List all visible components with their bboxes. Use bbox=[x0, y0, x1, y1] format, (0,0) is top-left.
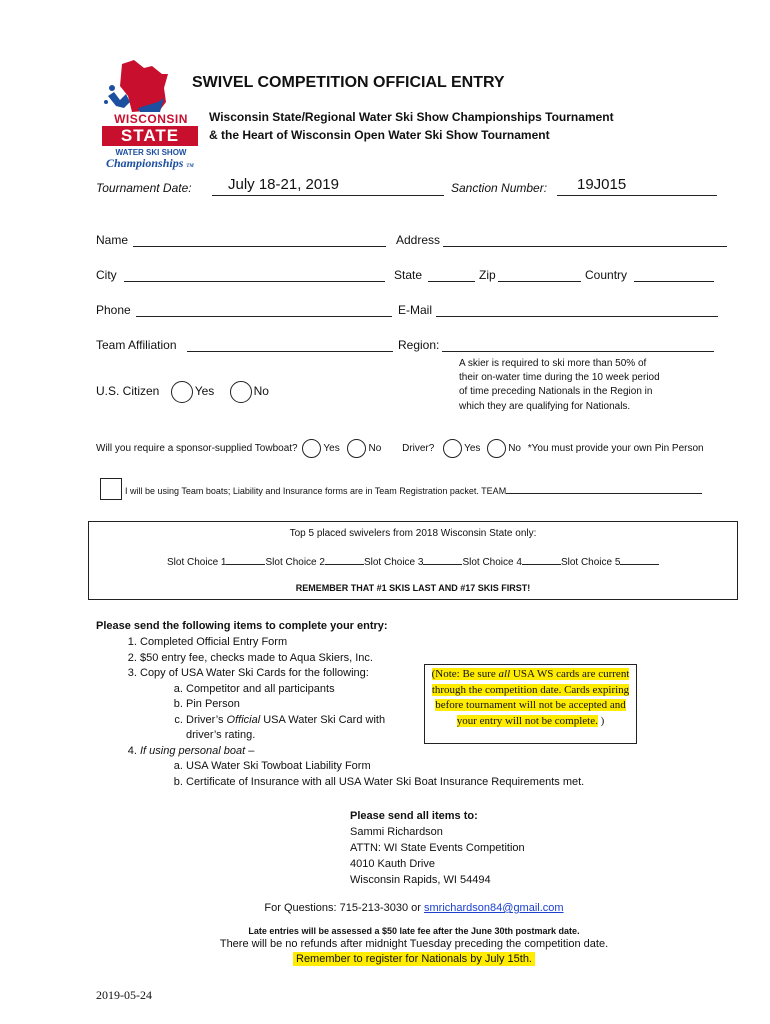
document-date: 2019-05-24 bbox=[96, 988, 152, 1002]
instruction-item-3b: b. Pin Person bbox=[186, 697, 406, 713]
address-field[interactable] bbox=[443, 233, 727, 247]
instruction-item-1: 1. Completed Official Entry Form bbox=[140, 635, 636, 651]
citizen-no-label: No bbox=[253, 384, 269, 398]
tournament-date-value: July 18-21, 2019 bbox=[228, 176, 339, 193]
driver-no-label: No bbox=[508, 443, 521, 455]
subtitle-line-1: Wisconsin State/Regional Water Ski Show Championships Tournament bbox=[209, 110, 614, 124]
instruction-item-3c-pre: Driver’s bbox=[186, 713, 227, 726]
wisconsin-state-logo bbox=[100, 52, 202, 170]
slot-choice-4-field[interactable] bbox=[522, 555, 561, 565]
region-eligibility-note: A skier is required to ski more than 50% of their on-water time during the 10 week period of time preceding Nationals in the Region in which they are qualifying for Nationals. bbox=[459, 358, 660, 412]
name-label: Name bbox=[96, 233, 129, 247]
mailing-line-4: Wisconsin Rapids, WI 54494 bbox=[350, 874, 491, 886]
instruction-item-3-text: Copy of USA Water Ski Cards for the following: bbox=[140, 667, 369, 679]
slot-choice-5-label: Slot Choice 5 bbox=[560, 557, 621, 568]
towboat-yes-radio[interactable] bbox=[302, 439, 321, 458]
driver-label: Driver? bbox=[402, 443, 435, 455]
towboat-yes-label: Yes bbox=[323, 443, 340, 455]
slot-choice-3-field[interactable] bbox=[423, 555, 462, 565]
logo-state-text: STATE bbox=[102, 126, 198, 146]
note-close: ) bbox=[597, 714, 605, 727]
state-field[interactable] bbox=[428, 268, 475, 282]
mailing-line-1: Sammi Richardson bbox=[350, 826, 443, 838]
driver-no-radio[interactable] bbox=[487, 439, 506, 458]
name-field[interactable] bbox=[133, 233, 386, 247]
address-label: Address bbox=[396, 233, 441, 247]
country-field[interactable] bbox=[634, 268, 714, 282]
slot-choice-1-field[interactable] bbox=[226, 555, 265, 565]
instruction-item-4b: b. Certificate of Insurance with all USA Water Ski Boat Insurance Requirements met. bbox=[186, 775, 636, 791]
instruction-item-3c-official: Official bbox=[226, 713, 261, 726]
team-boats-statement: I will be using Team boats; Liability and Insurance forms are in Team Registration packet. TEAM bbox=[125, 486, 507, 496]
instruction-item-3a: a. Competitor and all participants bbox=[186, 682, 406, 698]
mailing-line-3: 4010 Kauth Drive bbox=[350, 858, 435, 870]
tournament-date-field[interactable] bbox=[212, 176, 444, 196]
country-label: Country bbox=[585, 268, 628, 282]
mailing-line-2: ATTN: WI State Events Competition bbox=[350, 842, 525, 854]
logo-wisconsin-text: WISCONSIN bbox=[114, 112, 188, 126]
nationals-reminder-wrap bbox=[0, 953, 770, 965]
sanction-number-value: 19J015 bbox=[577, 176, 627, 193]
usa-ws-card-note-box bbox=[424, 664, 637, 744]
sanction-number-field[interactable] bbox=[557, 176, 717, 196]
team-boats-checkbox[interactable] bbox=[100, 478, 122, 500]
city-label: City bbox=[96, 268, 117, 282]
phone-label: Phone bbox=[96, 303, 131, 317]
email-field[interactable] bbox=[436, 303, 718, 317]
team-affiliation-field[interactable] bbox=[187, 338, 393, 352]
team-name-field[interactable] bbox=[506, 484, 702, 494]
driver-yes-label: Yes bbox=[464, 443, 481, 455]
us-citizen-label: U.S. Citizen bbox=[96, 384, 160, 398]
mailing-address-block bbox=[350, 808, 525, 888]
towboat-no-radio[interactable] bbox=[347, 439, 366, 458]
team-boats-text bbox=[125, 484, 702, 496]
note-open: (Note: Be sure bbox=[431, 668, 499, 680]
zip-field[interactable] bbox=[498, 268, 581, 282]
zip-label: Zip bbox=[479, 268, 496, 282]
instruction-item-4-sublist bbox=[140, 759, 636, 790]
slot-choice-4-label: Slot Choice 4 bbox=[462, 557, 522, 568]
instruction-item-4-dash: – bbox=[245, 744, 255, 757]
towboat-row bbox=[96, 439, 704, 459]
slot-choice-5-field[interactable] bbox=[620, 555, 659, 565]
tournament-date-label: Tournament Date: bbox=[96, 181, 192, 195]
slot-choice-3-label: Slot Choice 3 bbox=[363, 557, 424, 568]
refund-notice: There will be no refunds after midnight Tuesday preceding the competition date. bbox=[219, 938, 609, 950]
page-title: SWIVEL COMPETITION OFFICIAL ENTRY bbox=[192, 74, 505, 91]
citizen-yes-radio[interactable] bbox=[171, 381, 193, 403]
logo-water-ski-show-text: WATER SKI SHOW bbox=[115, 148, 187, 157]
questions-text: For Questions: 715-213-3030 or bbox=[264, 902, 425, 914]
instruction-item-3c-post: USA Water Ski Card with driver’s rating. bbox=[186, 713, 386, 741]
ski-order-reminder: REMEMBER THAT #1 SKIS LAST AND #17 SKIS FIRST! bbox=[295, 583, 531, 593]
instruction-item-3-sublist bbox=[140, 682, 406, 744]
questions-line bbox=[0, 902, 770, 914]
instruction-item-4 bbox=[140, 744, 636, 791]
slot-choice-heading: Top 5 placed swivelers from 2018 Wisconsin State only: bbox=[289, 528, 537, 539]
instruction-item-3c bbox=[186, 713, 406, 744]
slot-choice-2-field[interactable] bbox=[325, 555, 364, 565]
driver-yes-radio[interactable] bbox=[443, 439, 462, 458]
region-field[interactable] bbox=[442, 338, 714, 352]
note-rest: USA WS cards are current through the competition date. Cards expiring before tournament will not be accepted and your entry will not be complete. bbox=[431, 668, 630, 727]
instruction-item-2: 2. $50 entry fee, checks made to Aqua Skiers, Inc. bbox=[140, 651, 636, 667]
instruction-item-4a: a. USA Water Ski Towboat Liability Form bbox=[186, 759, 636, 775]
towboat-no-label: No bbox=[368, 443, 382, 455]
slot-choice-1-label: Slot Choice 1 bbox=[167, 557, 227, 568]
contact-email-link[interactable]: smrichardson84@gmail.com bbox=[424, 902, 564, 914]
mailing-heading: Please send all items to: bbox=[350, 810, 478, 822]
citizen-yes-label: Yes bbox=[194, 384, 215, 398]
nationals-reminder: Remember to register for Nationals by July 15th. bbox=[293, 952, 535, 966]
instruction-item-4-text: If using personal boat bbox=[140, 744, 246, 757]
slot-choice-row bbox=[167, 555, 659, 568]
pin-person-note: *You must provide your own Pin Person bbox=[527, 443, 704, 455]
citizen-no-radio[interactable] bbox=[230, 381, 252, 403]
late-fee-notice: Late entries will be assessed a $50 late fee after the June 30th postmark date. bbox=[248, 926, 580, 936]
logo-championships-text bbox=[106, 156, 194, 171]
slot-choice-box bbox=[88, 521, 738, 600]
city-field[interactable] bbox=[124, 268, 385, 282]
towboat-question: Will you require a sponsor-supplied Towboat? bbox=[96, 443, 298, 455]
logo-tm-mark: TM bbox=[186, 164, 194, 169]
state-label: State bbox=[394, 268, 423, 282]
subtitle-line-2: & the Heart of Wisconsin Open Water Ski Show Tournament bbox=[209, 128, 550, 142]
note-all: all bbox=[498, 668, 511, 680]
email-label: E-Mail bbox=[398, 303, 433, 317]
region-label: Region: bbox=[398, 338, 440, 352]
team-affiliation-label: Team Affiliation bbox=[96, 338, 177, 352]
slot-choice-2-label: Slot Choice 2 bbox=[265, 557, 325, 568]
logo-championships-word: Championships bbox=[106, 156, 184, 170]
us-citizen-row bbox=[96, 380, 269, 403]
phone-field[interactable] bbox=[136, 303, 392, 317]
sanction-number-label: Sanction Number: bbox=[451, 181, 548, 195]
instructions-heading: Please send the following items to complete your entry: bbox=[96, 620, 388, 632]
